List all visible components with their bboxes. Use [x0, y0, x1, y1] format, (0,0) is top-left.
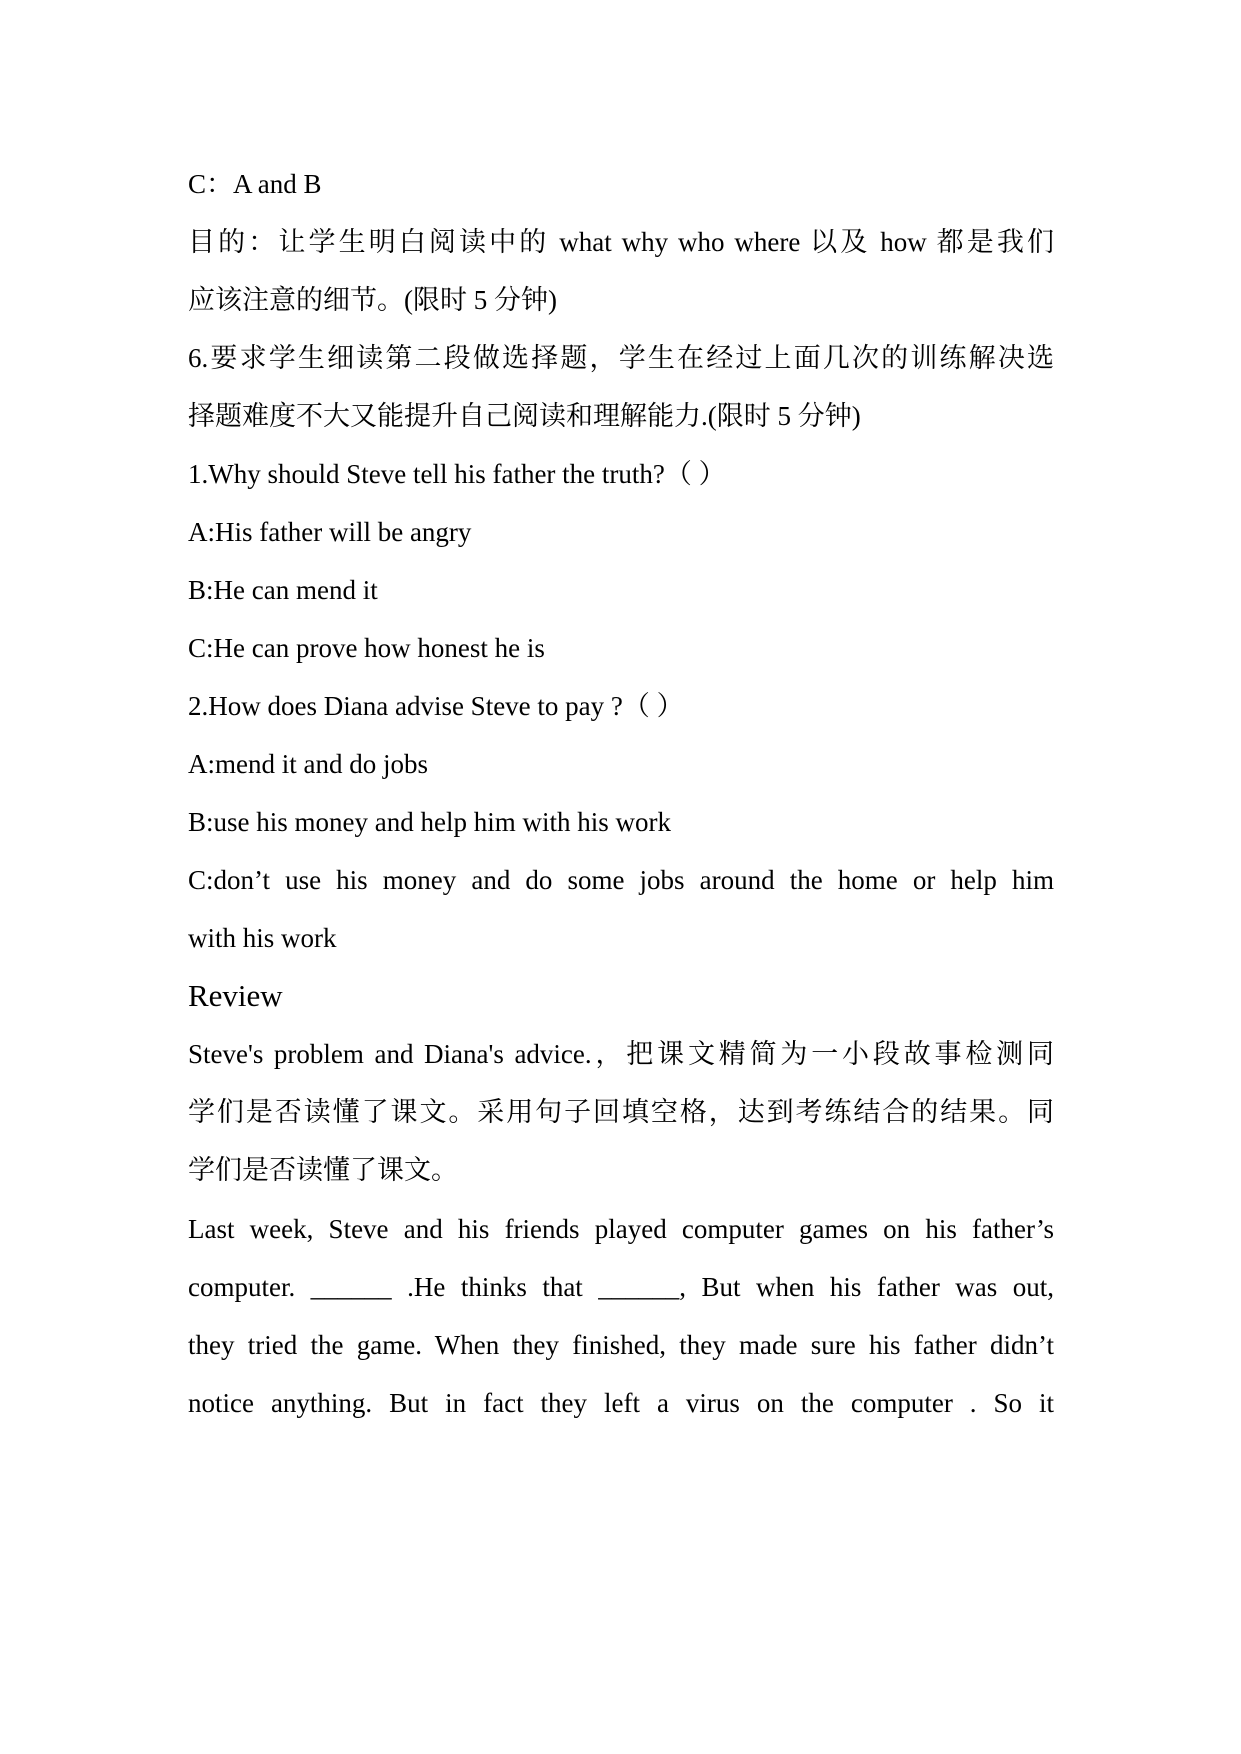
option-c-a-and-b: C：A and B [188, 169, 322, 199]
story-line-3: they tried the game. When they finished, they made sure his father didn’t [188, 1330, 1054, 1360]
question-1-option-b: B:He can mend it [188, 575, 378, 605]
story-line-4: notice anything. But in fact they left a virus on the computer . So it [188, 1388, 1054, 1418]
question-2-option-b: B:use his money and help him with his work [188, 807, 671, 837]
review-line-2: 学们是否读懂了课文。采用句子回填空格，达到考练结合的结果。同 [188, 1097, 1054, 1127]
review-heading: Review [188, 978, 283, 1013]
purpose-line-1: 目的：让学生明白阅读中的 what why who where 以及 how 都是我们 [188, 227, 1054, 257]
question-2-option-a: A:mend it and do jobs [188, 749, 428, 779]
step-6-line-1: 6.要求学生细读第二段做选择题，学生在经过上面几次的训练解决选 [188, 343, 1054, 373]
question-1-option-c: C:He can prove how honest he is [188, 633, 545, 663]
story-line-2: computer. ______ .He thinks that ______, But when his father was out, [188, 1272, 1054, 1302]
review-line-3: 学们是否读懂了课文。 [188, 1155, 458, 1185]
purpose-line-2: 应该注意的细节。(限时 5 分钟) [188, 285, 557, 315]
question-1-option-a: A:His father will be angry [188, 517, 472, 547]
story-line-1: Last week, Steve and his friends played computer games on his father’s [188, 1214, 1054, 1244]
question-2-option-c-line-2: with his work [188, 923, 337, 953]
question-2: 2.How does Diana advise Steve to pay ?（ ） [188, 691, 684, 721]
question-1: 1.Why should Steve tell his father the truth?（ ） [188, 459, 726, 489]
step-6-line-2: 择题难度不大又能提升自己阅读和理解能力.(限时 5 分钟) [188, 401, 861, 431]
review-line-1: Steve's problem and Diana's advice.，把课文精简为一小段故事检测同 [188, 1039, 1054, 1069]
question-2-option-c-line-1: C:don’t use his money and do some jobs around the home or help him [188, 865, 1054, 895]
